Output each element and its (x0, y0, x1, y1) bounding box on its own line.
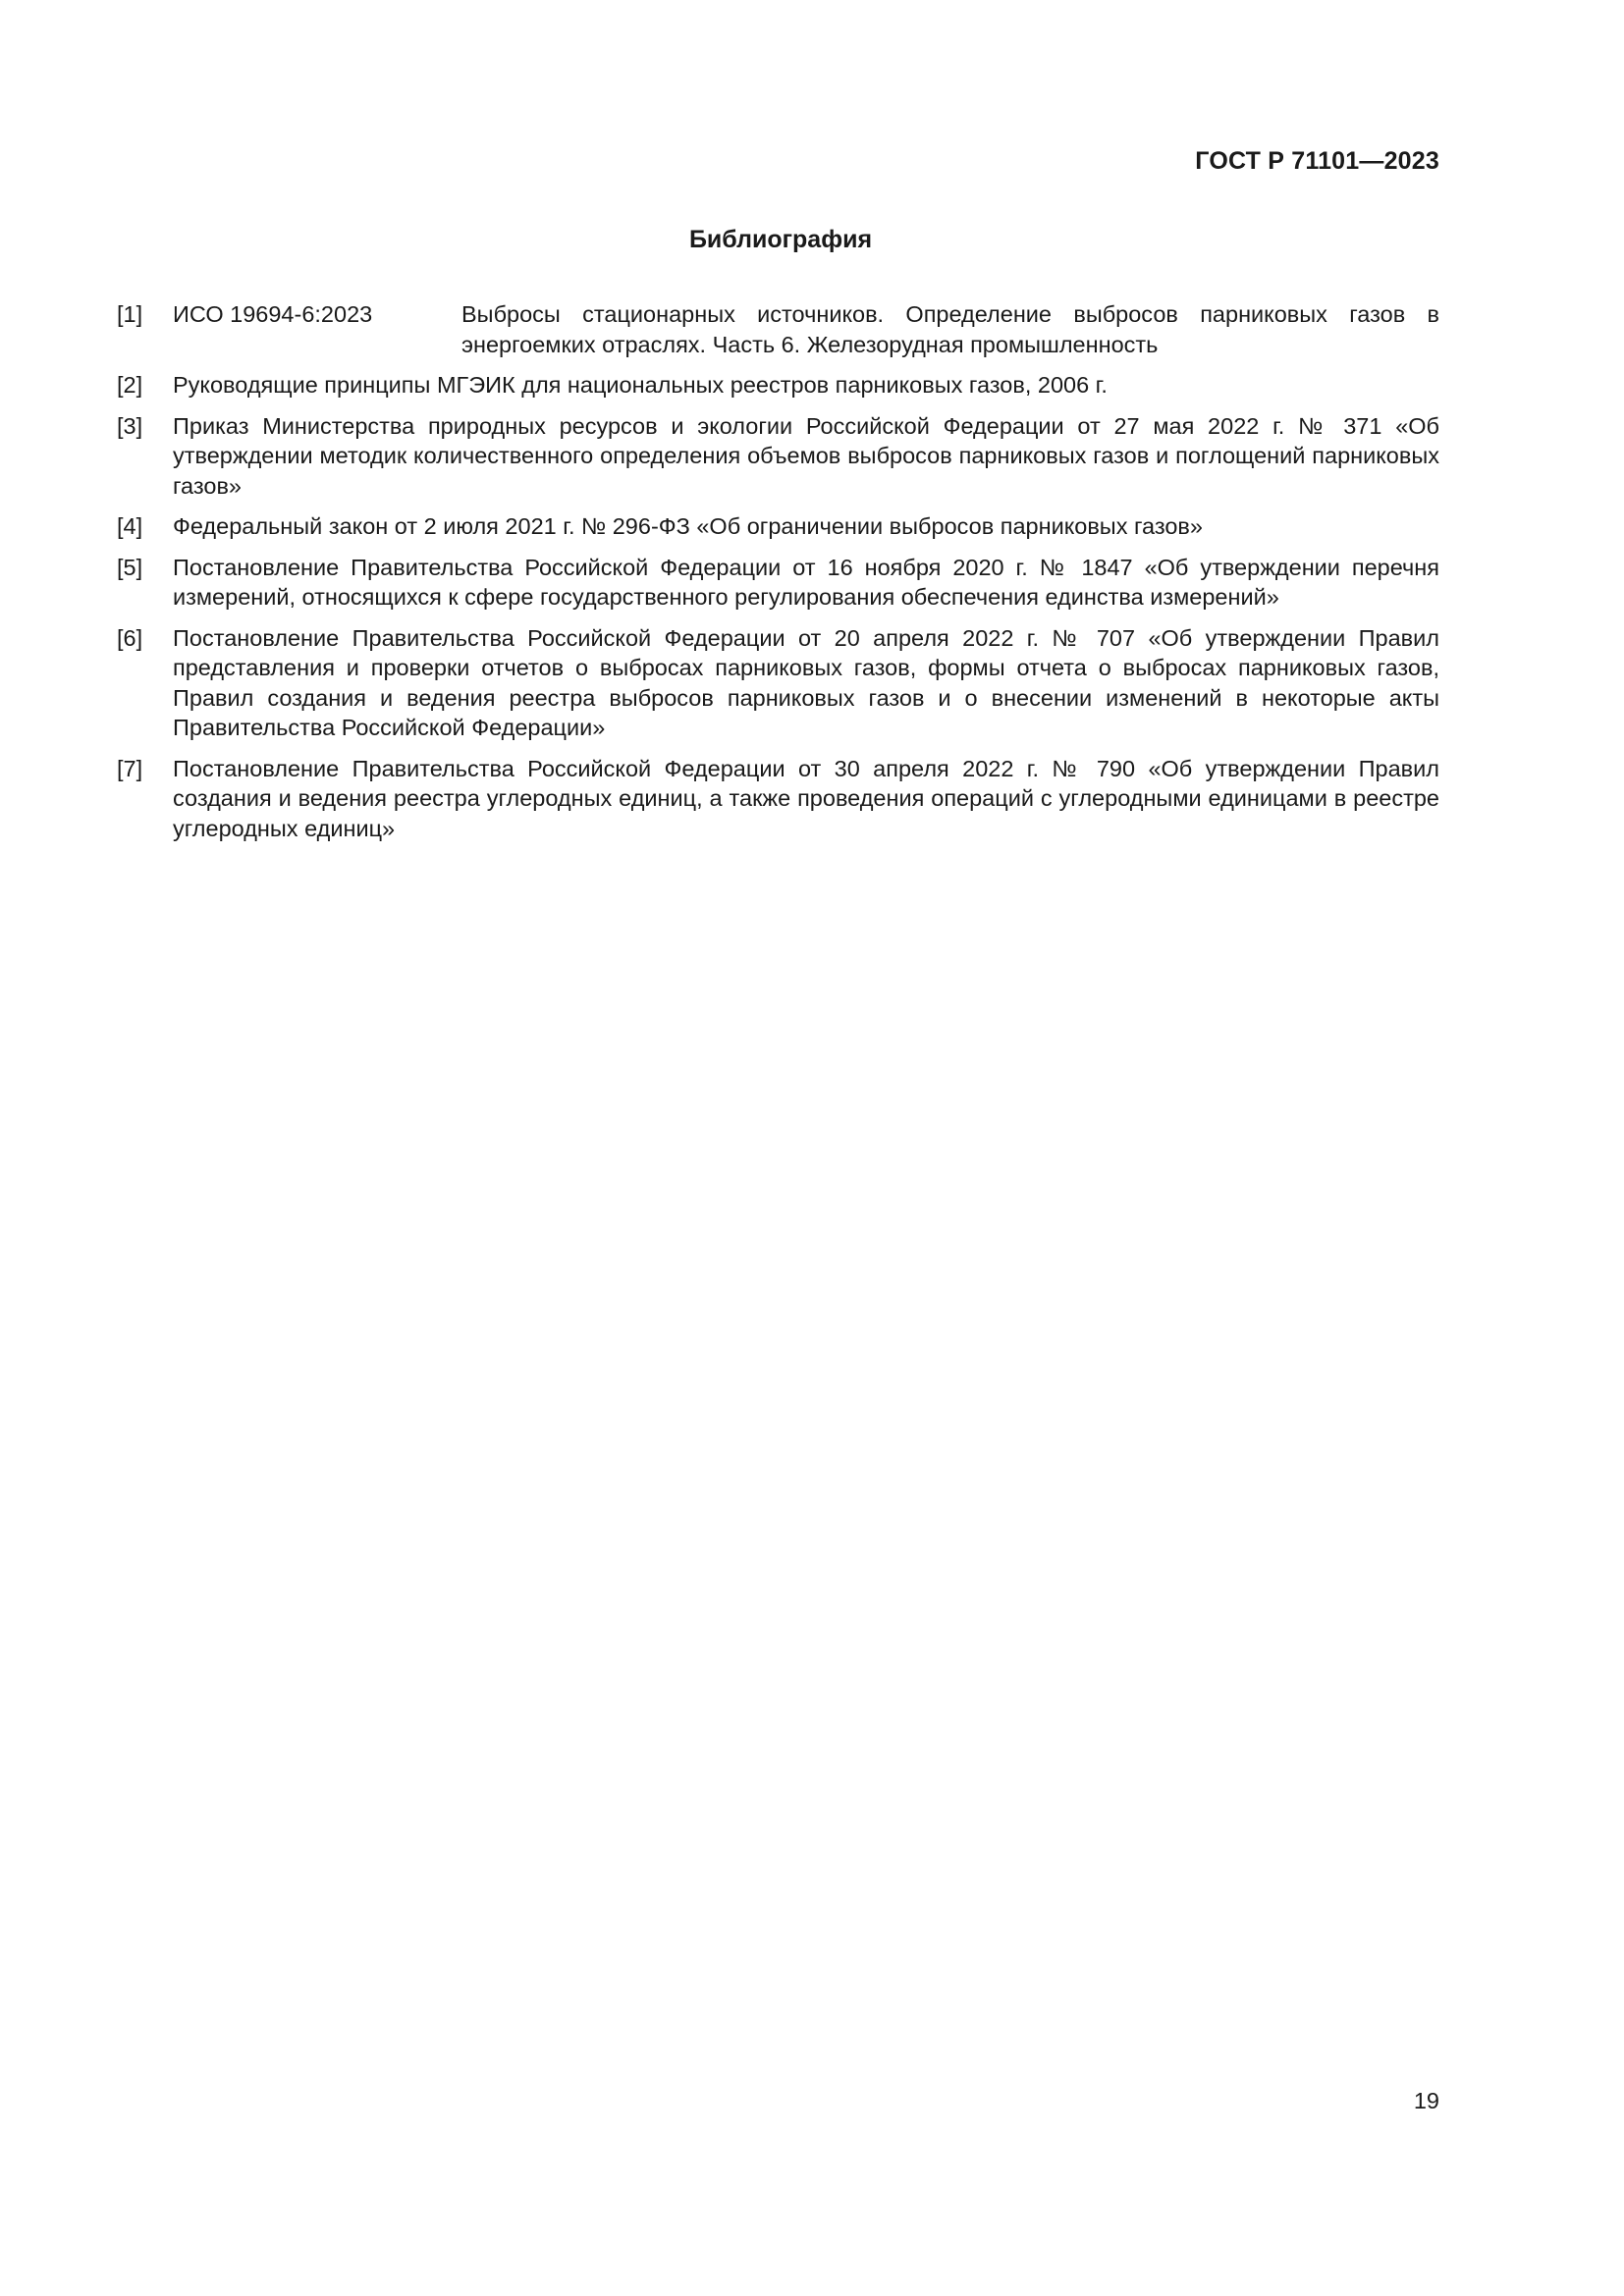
reference-text: Постановление Правительства Российской Федерации от 16 ноября 2020 г. № 1847 «Об утверждении перечня измерений, относящихся к сфере государственного регулирования обеспечения единства измерений» (173, 554, 1439, 610)
reference-number: [5] (117, 554, 143, 580)
section-title: Библиография (688, 226, 873, 253)
bibliography-item (117, 411, 1439, 502)
reference-number: [1] (117, 301, 143, 327)
reference-number: [4] (117, 513, 143, 539)
reference-text: Руководящие принципы МГЭИК для национальных реестров парниковых газов, 2006 г. (173, 372, 1108, 398)
reference-number: [3] (117, 412, 143, 439)
bibliography-item (117, 754, 1439, 844)
bibliography-item (117, 553, 1439, 613)
document-code: ГОСТ Р 71101—2023 (1195, 147, 1439, 175)
bibliography-item (117, 299, 1439, 359)
bibliography-item (117, 623, 1439, 743)
reference-number: [7] (117, 755, 143, 781)
reference-text: Постановление Правительства Российской Федерации от 30 апреля 2022 г. № 790 «Об утверждении Правил создания и ведения реестра углеродных единиц, а также проведения операций с углеродными единицами в реестре углеродных единиц» (173, 755, 1439, 841)
reference-number: [6] (117, 624, 143, 651)
reference-standard-code: ИСО 19694-6:2023 (173, 301, 373, 327)
bibliography-item (117, 370, 1439, 400)
page-number: 19 (1413, 2088, 1439, 2113)
reference-number: [2] (117, 372, 143, 398)
bibliography-item (117, 511, 1439, 542)
reference-text: Выбросы стационарных источников. Определение выбросов парниковых газов в энергоемких отраслях. Часть 6. Железорудная промышленность (461, 301, 1439, 357)
bibliography-list (117, 299, 1439, 854)
reference-text: Постановление Правительства Российской Федерации от 20 апреля 2022 г. № 707 «Об утверждении Правил представления и проверки отчетов о выбросах парниковых газов, формы отчета о выбросах парниковых газов, Правил создания и ведения реестра выбросов парниковых газов и о внесении изменений в некоторые акты Правительства Российской Федерации» (173, 624, 1439, 740)
reference-text: Федеральный закон от 2 июля 2021 г. № 296-ФЗ «Об ограничении выбросов парниковых газов» (173, 513, 1203, 539)
reference-text: Приказ Министерства природных ресурсов и экологии Российской Федерации от 27 мая 2022 г. № 371 «Об утверждении методик количественного определения объемов выбросов парниковых газов и поглощений парниковых газов» (173, 412, 1439, 499)
